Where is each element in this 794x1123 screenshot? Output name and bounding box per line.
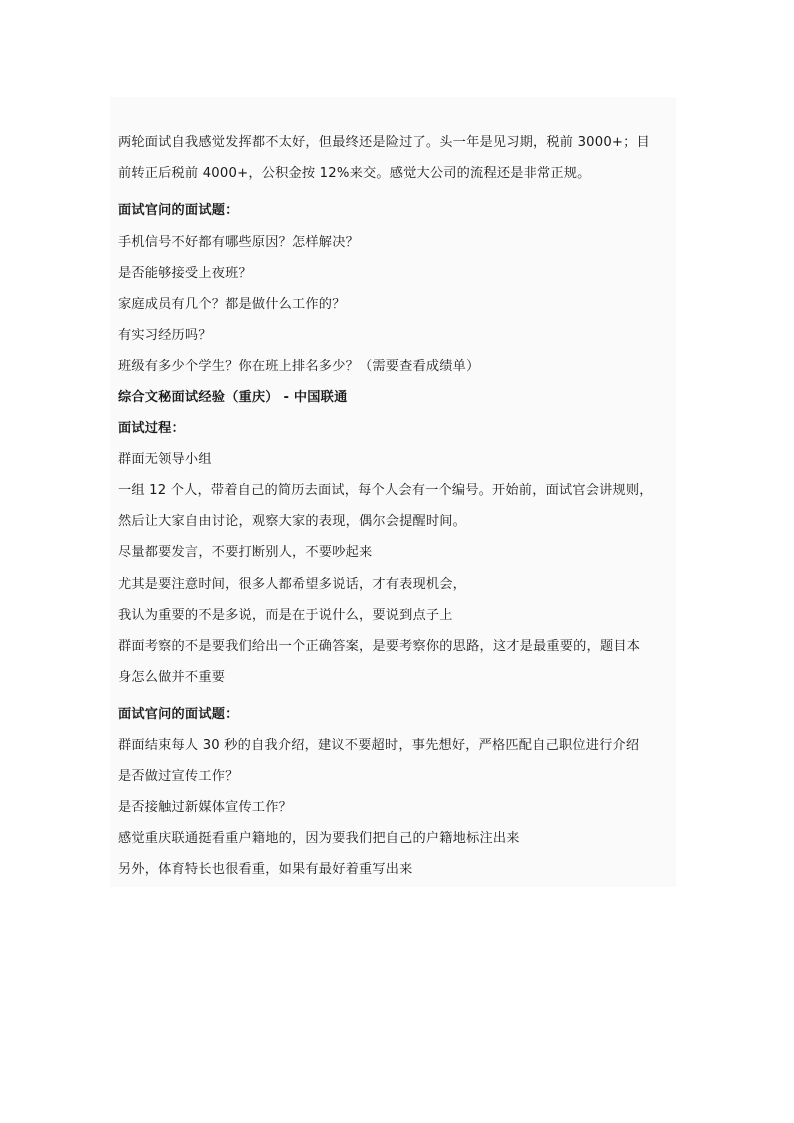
process-line: 尤其是要注意时间，很多人都希望多说话，才有表现机会， bbox=[118, 577, 467, 592]
process-line: 然后让大家自由讨论，观察大家的表现，偶尔会提醒时间。 bbox=[118, 514, 467, 529]
section2-question: 是否接触过新媒体宣传工作？ bbox=[118, 800, 293, 815]
process-line: 一组 12 个人，带着自己的简历去面试，每个人会有一个编号。开始前，面试官会讲规则， bbox=[118, 483, 653, 498]
section1-question: 有实习经历吗？ bbox=[118, 328, 212, 343]
process-line: 身怎么做并不重要 bbox=[118, 670, 226, 685]
process-line: 我认为重要的不是多说，而是在于说什么，要说到点子上 bbox=[118, 608, 453, 623]
section1-question: 班级有多少个学生？你在班上排名多少？（需要查看成绩单） bbox=[118, 359, 480, 374]
intro-line-1: 两轮面试自我感觉发挥都不太好，但最终还是险过了。头一年是见习期，税前 3000+；目 bbox=[118, 135, 650, 150]
section2-question: 群面结束每人 30 秒的自我介绍，建议不要超时，事先想好，严格匹配自己职位进行介绍 bbox=[118, 738, 640, 753]
section2-question: 另外，体育特长也很看重，如果有最好着重写出来 bbox=[118, 862, 413, 877]
section2-title: 综合文秘面试经验（重庆） - 中国联通 bbox=[118, 390, 348, 405]
section1-question: 家庭成员有几个？都是做什么工作的？ bbox=[118, 297, 346, 312]
section1-heading: 面试官问的面试题： bbox=[118, 203, 239, 218]
process-line: 群面无领导小组 bbox=[118, 452, 212, 467]
section2-question: 感觉重庆联通挺看重户籍地的，因为要我们把自己的户籍地标注出来 bbox=[118, 831, 520, 846]
process-line: 群面考察的不是要我们给出一个正确答案，是要考察你的思路，这才是最重要的，题目本 bbox=[118, 639, 641, 654]
intro-line-2: 前转正后税前 4000+，公积金按 12%来交。感觉大公司的流程还是非常正规。 bbox=[118, 166, 591, 181]
section2-process-heading: 面试过程： bbox=[118, 421, 185, 436]
section1-question: 手机信号不好都有哪些原因？怎样解决？ bbox=[118, 235, 359, 250]
section2-question: 是否做过宣传工作？ bbox=[118, 769, 239, 784]
process-line: 尽量都要发言，不要打断别人，不要吵起来 bbox=[118, 545, 373, 560]
section1-question: 是否能够接受上夜班？ bbox=[118, 266, 252, 281]
section2-questions-heading: 面试官问的面试题： bbox=[118, 707, 239, 722]
